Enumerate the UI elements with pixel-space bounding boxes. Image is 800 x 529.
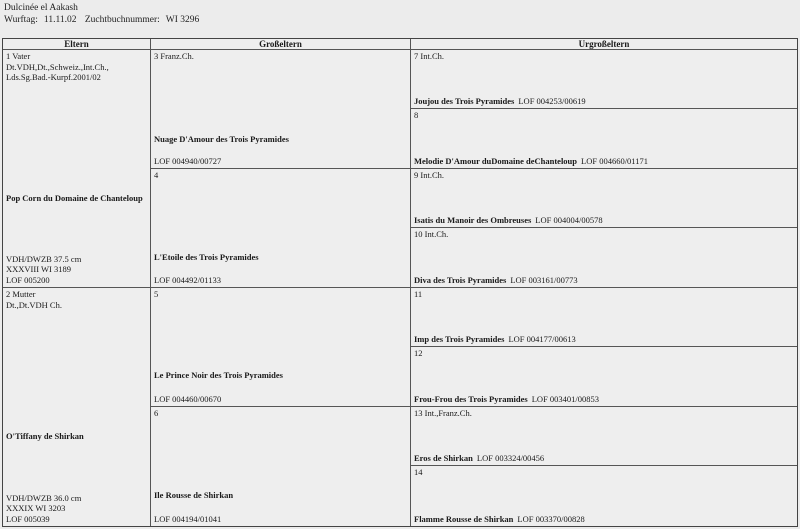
great-grandparent-reg: LOF 004253/00619 (518, 95, 586, 106)
litter-date: 11.11.02 (43, 15, 77, 25)
grandparent-cell (151, 50, 411, 169)
great-grandparent-label: 9 Int.Ch. (414, 170, 444, 180)
great-grandparent-label: 7 Int.Ch. (414, 51, 444, 61)
parent-cell-dam (3, 288, 151, 526)
grandparent-cell (151, 288, 411, 407)
grandparent-cell (151, 407, 411, 526)
grandparent-label: 4 (154, 170, 159, 180)
studbook-number: WI 3296 (165, 15, 200, 25)
great-grandparent-reg: LOF 003401/00853 (531, 393, 600, 404)
grandparent-label: 6 (154, 408, 159, 418)
great-grandparent-cell (411, 169, 797, 228)
studbook-label: Zuchtbuchnummer: (84, 15, 160, 25)
grandparent-reg: LOF 004194/01041 (154, 513, 222, 524)
great-grandparent-reg: LOF 004177/00613 (508, 333, 576, 344)
grandparent-reg: LOF 004940/00727 (154, 155, 222, 166)
great-grandparent-name: Flamme Rousse de Shirkan (414, 513, 514, 524)
grandparent-name: Ile Rousse de Shirkan (154, 490, 234, 500)
column-header-great-grandparents: Urgroßeltern (411, 39, 797, 50)
great-grandparent-label: 10 Int.Ch. (414, 229, 449, 239)
grandparent-reg: LOF 004460/00670 (154, 393, 222, 404)
parent-title: Lds.Sg.Bad.-Kurpf.2001/02 (6, 72, 101, 82)
great-grandparent-cell (411, 50, 797, 109)
great-grandparent-label: 8 (414, 110, 419, 120)
parent-info-line: XXXVIII WI 3189 (6, 264, 71, 274)
parent-info (6, 254, 147, 286)
parent-info-line: VDH/DWZB 37.5 cm (6, 253, 82, 264)
parent-name: O'Tiffany de Shirkan (6, 431, 84, 441)
parent-info-line: LOF 005039 (6, 513, 50, 524)
great-grandparent-cell (411, 466, 797, 526)
document-header (4, 2, 205, 26)
column-header-parents: Eltern (3, 39, 151, 50)
parent-info-line: VDH/DWZB 36.0 cm (6, 492, 82, 503)
grandparent-label: 3 Franz.Ch. (154, 51, 194, 61)
great-grandparent-reg: LOF 003161/00773 (510, 274, 578, 285)
great-grandparent-reg: LOF 003370/00828 (517, 513, 585, 524)
great-grandparent-name: Isatis du Manoir des Ombreuses (414, 214, 532, 225)
grandparent-reg: LOF 004492/01133 (154, 274, 221, 285)
pedigree-table (2, 38, 798, 527)
great-grandparent-cell (411, 347, 797, 407)
great-grandparent-cell (411, 228, 797, 288)
parent-cell-sire (3, 50, 151, 288)
great-grandparent-cell (411, 407, 797, 466)
great-grandparent-name: Frou-Frou des Trois Pyramides (414, 393, 528, 404)
great-grandparent-label: 14 (414, 467, 423, 477)
parent-title: Dt.VDH,Dt.,Schweiz.,Int.Ch., (6, 61, 109, 72)
grandparent-label: 5 (154, 289, 159, 299)
great-grandparent-name: Joujou des Trois Pyramides (414, 95, 515, 106)
great-grandparent-label: 13 Int.,Franz.Ch. (414, 408, 472, 418)
great-grandparent-label: 12 (414, 348, 423, 358)
litter-label: Wurftag: (4, 15, 38, 25)
grandparent-name: L'Etoile des Trois Pyramides (154, 252, 259, 262)
parent-info-line: LOF 005200 (6, 274, 50, 285)
parent-info (6, 493, 147, 525)
great-grandparent-name: Eros de Shirkan (414, 452, 473, 463)
grandparent-name: Nuage D'Amour des Trois Pyramides (154, 134, 289, 144)
parent-label: 1 Vater (6, 51, 31, 61)
great-grandparent-name: Imp des Trois Pyramides (414, 333, 505, 344)
great-grandparent-name: Diva des Trois Pyramides (414, 274, 507, 285)
dog-name: Dulcinée el Aakash (4, 3, 78, 13)
parent-title: Dt.,Dt.VDH Ch. (6, 299, 62, 310)
great-grandparent-reg: LOF 004660/01171 (581, 155, 648, 166)
grandparent-cell (151, 169, 411, 288)
great-grandparent-cell (411, 288, 797, 347)
great-grandparent-reg: LOF 003324/00456 (476, 452, 545, 463)
parent-label: 2 Mutter (6, 289, 36, 299)
great-grandparent-cell (411, 109, 797, 169)
parent-name: Pop Corn du Domaine de Chanteloup (6, 193, 143, 203)
grandparent-name: Le Prince Noir des Trois Pyramides (154, 370, 283, 380)
parent-info-line: XXXIX WI 3203 (6, 503, 66, 513)
column-header-grandparents: Großeltern (151, 39, 411, 50)
great-grandparent-reg: LOF 004004/00578 (535, 214, 603, 225)
great-grandparent-name: Melodie D'Amour duDomaine deChanteloup (414, 155, 578, 166)
litter-info (4, 14, 205, 26)
great-grandparent-label: 11 (414, 289, 423, 299)
